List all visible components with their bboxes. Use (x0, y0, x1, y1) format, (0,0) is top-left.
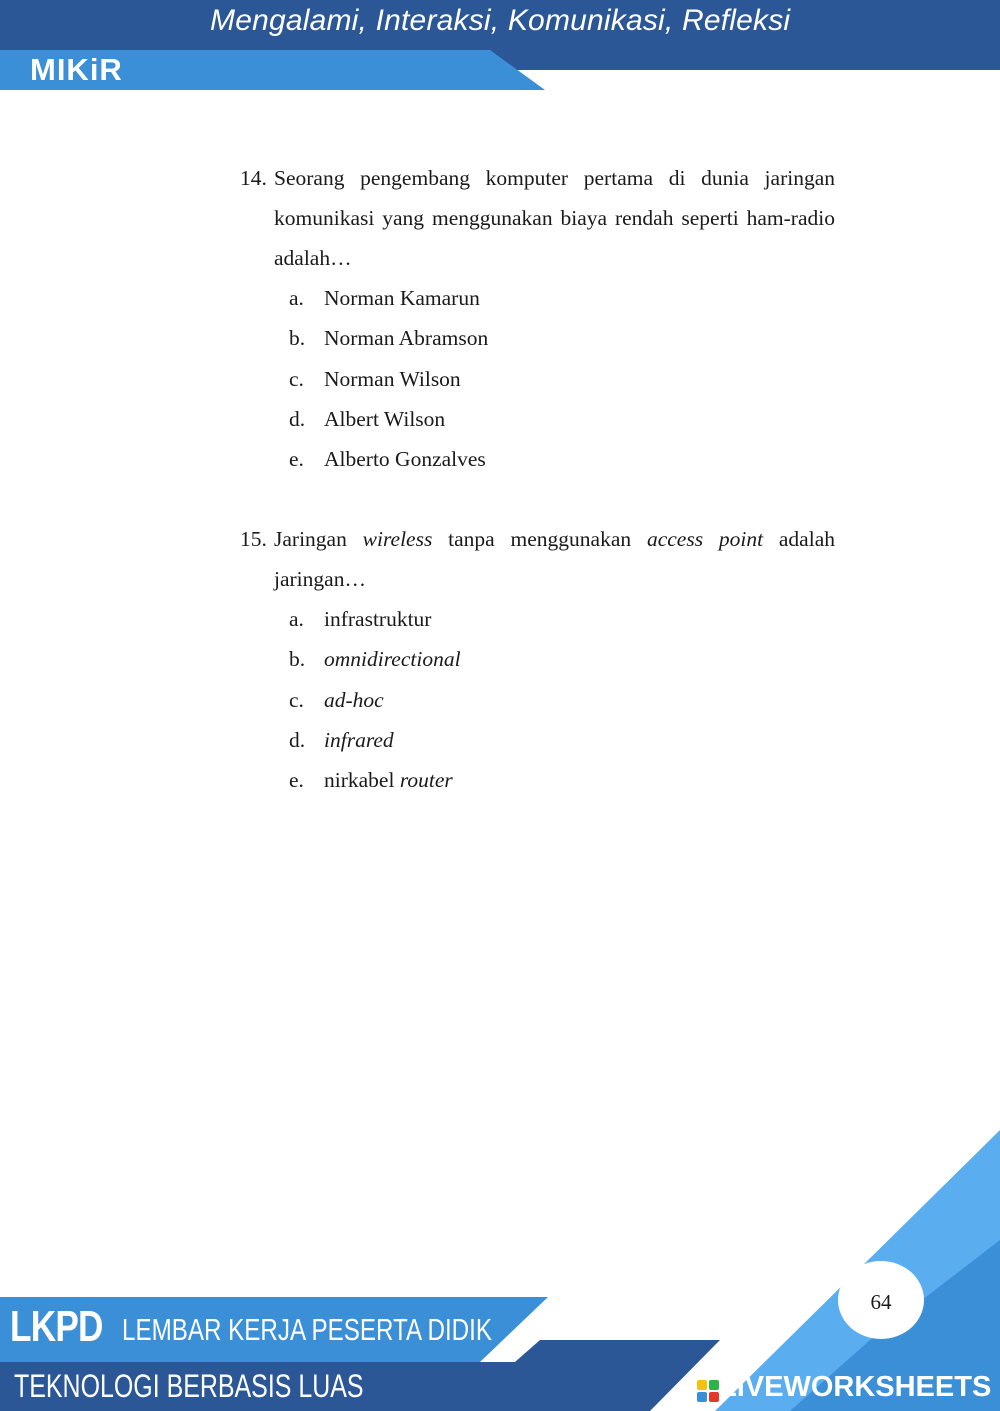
question-text-term-access-point: access point (646, 527, 764, 551)
option-text: infrared (324, 727, 394, 752)
question-14 (240, 158, 835, 479)
page-number: 64 (870, 1290, 892, 1314)
footer-subtitle: LEMBAR KERJA PESERTA DIDIK (122, 1312, 492, 1347)
option-e[interactable] (240, 760, 835, 800)
option-a[interactable] (240, 599, 835, 639)
option-e[interactable] (240, 439, 835, 479)
option-text-italic: router (399, 768, 453, 793)
liveworksheets-logo-icon (697, 1380, 719, 1402)
option-letter: a. (289, 607, 304, 631)
option-letter: b. (289, 326, 306, 351)
liveworksheets-watermark: LIVEWORKSHEETS (719, 1371, 992, 1403)
option-letter: e. (289, 768, 304, 793)
footer-program: TEKNOLOGI BERBASIS LUAS (14, 1368, 364, 1404)
option-letter: d. (289, 406, 306, 431)
option-a[interactable] (240, 278, 835, 318)
question-text-term-wireless: wireless (362, 527, 433, 551)
question-text-part: adalah jaringan… (274, 527, 835, 591)
option-text: Albert Wilson (324, 406, 446, 431)
option-text: Norman Wilson (324, 366, 461, 391)
header-brand: MIKiR (30, 52, 123, 87)
option-letter: d. (289, 727, 306, 752)
option-d[interactable] (240, 720, 835, 760)
option-text: Norman Abramson (324, 326, 489, 351)
question-text (274, 519, 835, 599)
footer-lkpd-label: LKPD (10, 1302, 103, 1351)
option-c[interactable] (240, 359, 835, 399)
option-text: ad-hoc (324, 687, 384, 712)
option-c[interactable] (240, 680, 835, 720)
question-text: Seorang pengembang komputer pertama di dunia jaringan komunikasi yang menggunakan biaya rendah seperti ham-radio adalah… (274, 166, 835, 270)
option-text (324, 760, 453, 800)
option-d[interactable] (240, 399, 835, 439)
option-b[interactable] (240, 318, 835, 358)
option-letter: b. (289, 647, 306, 672)
option-text: omnidirectional (324, 647, 461, 672)
option-text: infrastruktur (324, 607, 432, 631)
header-title: Mengalami, Interaksi, Komunikasi, Refleksi (210, 4, 791, 37)
question-number: 15. (240, 527, 267, 551)
option-text-plain: nirkabel (324, 768, 400, 793)
option-letter: e. (289, 447, 304, 472)
option-b[interactable] (240, 639, 835, 679)
option-letter: c. (289, 687, 304, 712)
option-list (240, 278, 835, 479)
option-text: Alberto Gonzalves (324, 447, 486, 472)
option-letter: a. (289, 286, 304, 310)
question-text-part: tanpa menggunakan (432, 527, 647, 551)
option-list (240, 599, 835, 800)
question-number: 14. (240, 166, 267, 190)
option-text: Norman Kamarun (324, 286, 480, 310)
question-15 (240, 519, 835, 800)
question-text-part: Jaringan (274, 527, 363, 551)
option-letter: c. (289, 366, 304, 391)
